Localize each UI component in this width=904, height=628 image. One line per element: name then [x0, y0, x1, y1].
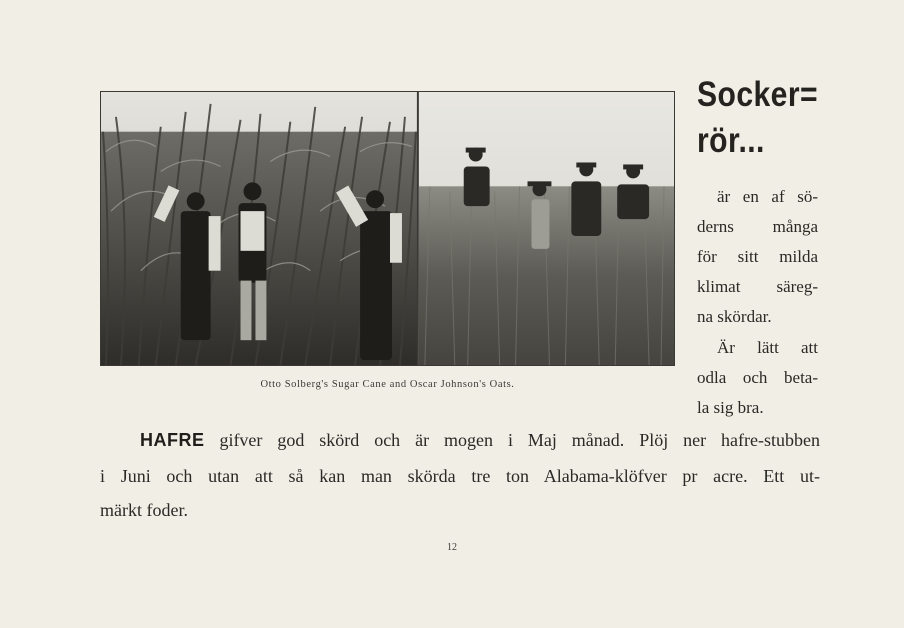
body-paragraph-line-2: i Juni och utan att så kan man skörda tre ton Alabama-klöfver pr acre. Ett ut- — [100, 466, 820, 486]
sidebar-text-line: na skördar. — [697, 307, 772, 326]
sidebar-text-line: är en af sö- — [717, 187, 818, 206]
photograph-image — [101, 92, 674, 365]
sidebar-text-line: odla och beta- — [697, 368, 818, 387]
sidebar-text-line: la sig bra. — [697, 398, 764, 417]
sidebar-heading-line-1: Socker= — [697, 75, 818, 114]
body-line-1-text: gifver god skörd och är mogen i Maj månad. Plöj ner hafre-stubben — [219, 430, 821, 450]
sidebar-heading-line-2: rör... — [697, 121, 765, 160]
photograph — [100, 91, 675, 366]
body-paragraph-line-3: märkt foder. — [100, 500, 188, 520]
sidebar-text-line: derns många — [697, 217, 818, 236]
sidebar-heading — [697, 72, 869, 164]
sidebar-text-line: för sitt milda — [697, 247, 818, 266]
sidebar-text-line: Är lätt att — [717, 338, 818, 357]
sidebar-text-line: klimat säreg- — [697, 277, 818, 296]
body-lead-word: HAFRE — [140, 430, 205, 450]
page-number: 12 — [447, 542, 457, 553]
body-paragraph-line-1 — [100, 422, 820, 458]
photo-caption: Otto Solberg's Sugar Cane and Oscar Johnson's Oats. — [260, 379, 515, 390]
